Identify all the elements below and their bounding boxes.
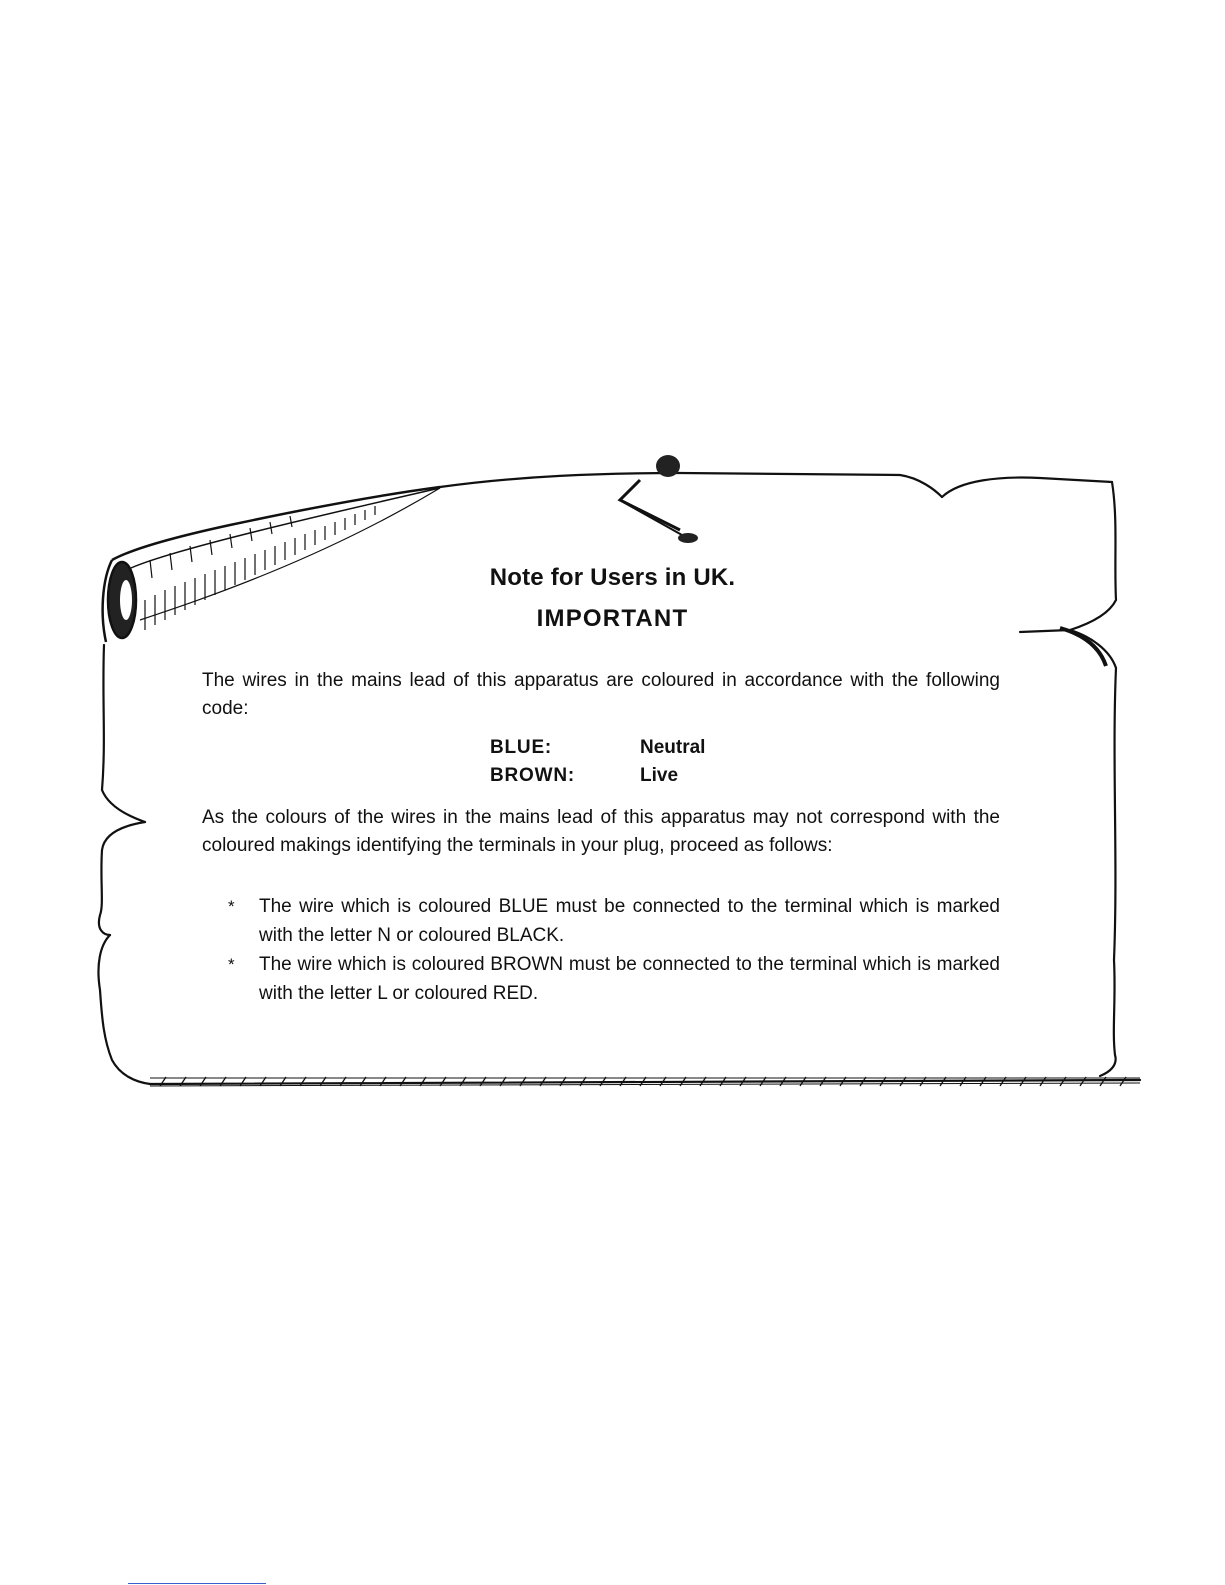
note-heading: Note for Users in UK. (489, 564, 736, 591)
bullet-item (228, 892, 1000, 950)
footer-rule (128, 1583, 266, 1584)
wire-meaning: Live (640, 765, 679, 786)
wire-meaning: Neutral (640, 737, 706, 758)
bullet-marker: * (228, 897, 235, 916)
bullet-item (228, 950, 1000, 1008)
bullet-marker: * (228, 955, 235, 974)
wire-code-row (490, 765, 678, 787)
intro-paragraph: The wires in the mains lead of this apparatus are coloured in accordance with the following code: (202, 670, 1000, 719)
instructions-paragraph: As the colours of the wires in the mains lead of this apparatus may not correspond with the coloured makings identifying the terminals in your plug, proceed as follows: (202, 807, 1000, 856)
bullet-text: The wire which is coloured BLUE must be connected to the terminal which is marked with the letter N or coloured BLACK. (259, 896, 1000, 946)
wire-colour: BLUE: (490, 737, 553, 758)
pin-icon (620, 455, 698, 543)
bullet-text: The wire which is coloured BROWN must be connected to the terminal which is marked with the letter L or coloured RED. (259, 954, 1000, 1004)
wire-code-row (490, 737, 705, 759)
important-heading: IMPORTANT (536, 605, 689, 632)
wire-colour: BROWN: (490, 765, 576, 786)
